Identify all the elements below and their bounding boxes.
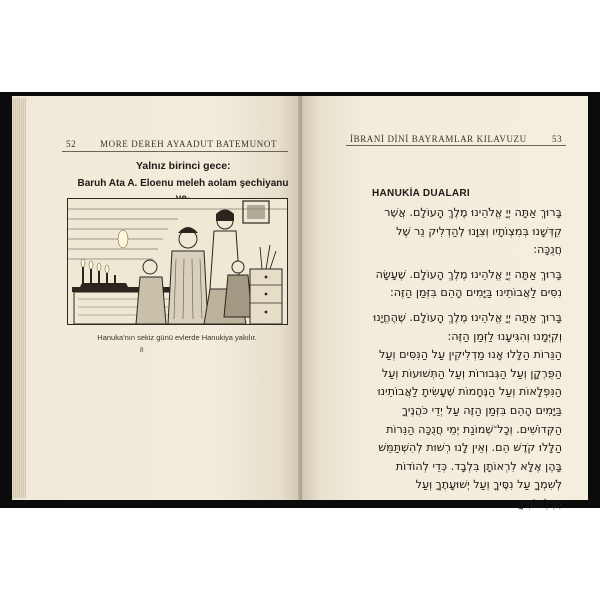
- prayer-line: בָּהֶן אֶלָּא לִרְאוֹתָן בִּלְבָד. כְּדֵי לְהוֹדוֹת: [395, 459, 562, 473]
- prayer-line: הַקְּדוֹשִׁים. וְכָל־שְׁמוֹנַת יְמֵי חֲנֻכָּה הַנֵּרוֹת: [386, 422, 562, 436]
- prayer-line: חֲנֻכָּה:: [533, 243, 562, 257]
- page-edges: [12, 98, 26, 498]
- header-rule-right: [346, 145, 566, 146]
- page-number-left: 52: [66, 139, 77, 149]
- running-title-left: MORE DEREH AYAADUT BATEMUNOT: [100, 139, 278, 149]
- prayer-line: בָּרוּךְ אַתָּה יְיָ אֱלֹהֵינוּ מֶלֶךְ הָעוֹלָם. שֶׁעָשָׂה: [375, 267, 562, 281]
- running-title-right: İBRANİ DİNİ BAYRAMLAR KILAVUZU: [350, 134, 527, 144]
- hebrew-prayer-text: [330, 204, 562, 514]
- prayer-line: בָּרוּךְ אַתָּה יְיָ אֱלֹהֵינוּ מֶלֶךְ הָעוֹלָם. שֶׁהֶחֱיָנוּ: [373, 310, 562, 324]
- transliteration-line: Baruh Ata A. Eloenu meleh aolam şechiyanu: [77, 178, 289, 189]
- family-lighting-menorah-image: [68, 199, 287, 324]
- prayer-line: הַפֻּרְקָן וְעַל הַגְּבוּרוֹת וְעַל הַתְּשׁוּעוֹת וְעַל: [381, 366, 562, 380]
- prayer-line: לְשִׁמְךָ עַל נִסֶּיךָ וְעַל יְשׁוּעָתֶךָ וְעַל: [415, 478, 562, 492]
- prayer-line: וְקִיְּמָנוּ וְהִגִּיעָנוּ לַזְּמַן הַזֶּה:: [447, 329, 562, 343]
- prayer-line: בָּרוּךְ אַתָּה יְיָ אֱלֹהֵינוּ מֶלֶךְ הָעוֹלָם. אֲשֶׁר: [384, 206, 562, 219]
- prayer-line: הַנִּפְלָאוֹת וְעַל הַנֶּחָמוֹת שֶׁעָשִׂיתָ לַאֲבוֹתֵינוּ: [377, 385, 562, 399]
- section-title: HANUKİA DUALARI: [372, 188, 471, 199]
- prayer-line: קִדְּשָׁנוּ בְּמִצְוֹתָיו וְצִוָּנוּ לְהַדְלִיק נֵר שֶׁל: [396, 224, 562, 238]
- prayer-line: הַלָּלוּ קֹדֶשׁ הֵם. וְאֵין לָנוּ רְשׁוּת לְהִשְׁתַּמֵּשׁ: [378, 441, 562, 455]
- prayer-line: בַּיָּמִים הָהֵם בִּזְּמַן הַזֶּה עַל יְדֵי כֹּהֲנֶיךָ: [401, 403, 562, 417]
- page-number-right: 53: [552, 134, 563, 144]
- header-rule-left: [62, 151, 288, 152]
- illustration-caption: Hanuka'nın sekiz günü evlerde Hanukiya yakılır.: [97, 333, 257, 342]
- prayer-line: הַנֵּרוֹת הַלָּלוּ אָנוּ מַדְלִיקִין עַל הַנִּסִּים וְעַל: [379, 348, 562, 362]
- prayer-line: נִפְלְאוֹתֶיךָ:: [514, 496, 562, 510]
- left-page: [12, 96, 302, 500]
- open-book: [12, 96, 588, 510]
- hanukkah-illustration: [67, 198, 288, 325]
- prayer-line: נִסִּים לַאֲבוֹתֵינוּ בַּיָּמִים הָהֵם בִּזְּמַן הַזֶּה:: [390, 286, 562, 300]
- signature-mark: 8: [140, 346, 144, 354]
- subheading: Yalnız birinci gece:: [136, 160, 231, 172]
